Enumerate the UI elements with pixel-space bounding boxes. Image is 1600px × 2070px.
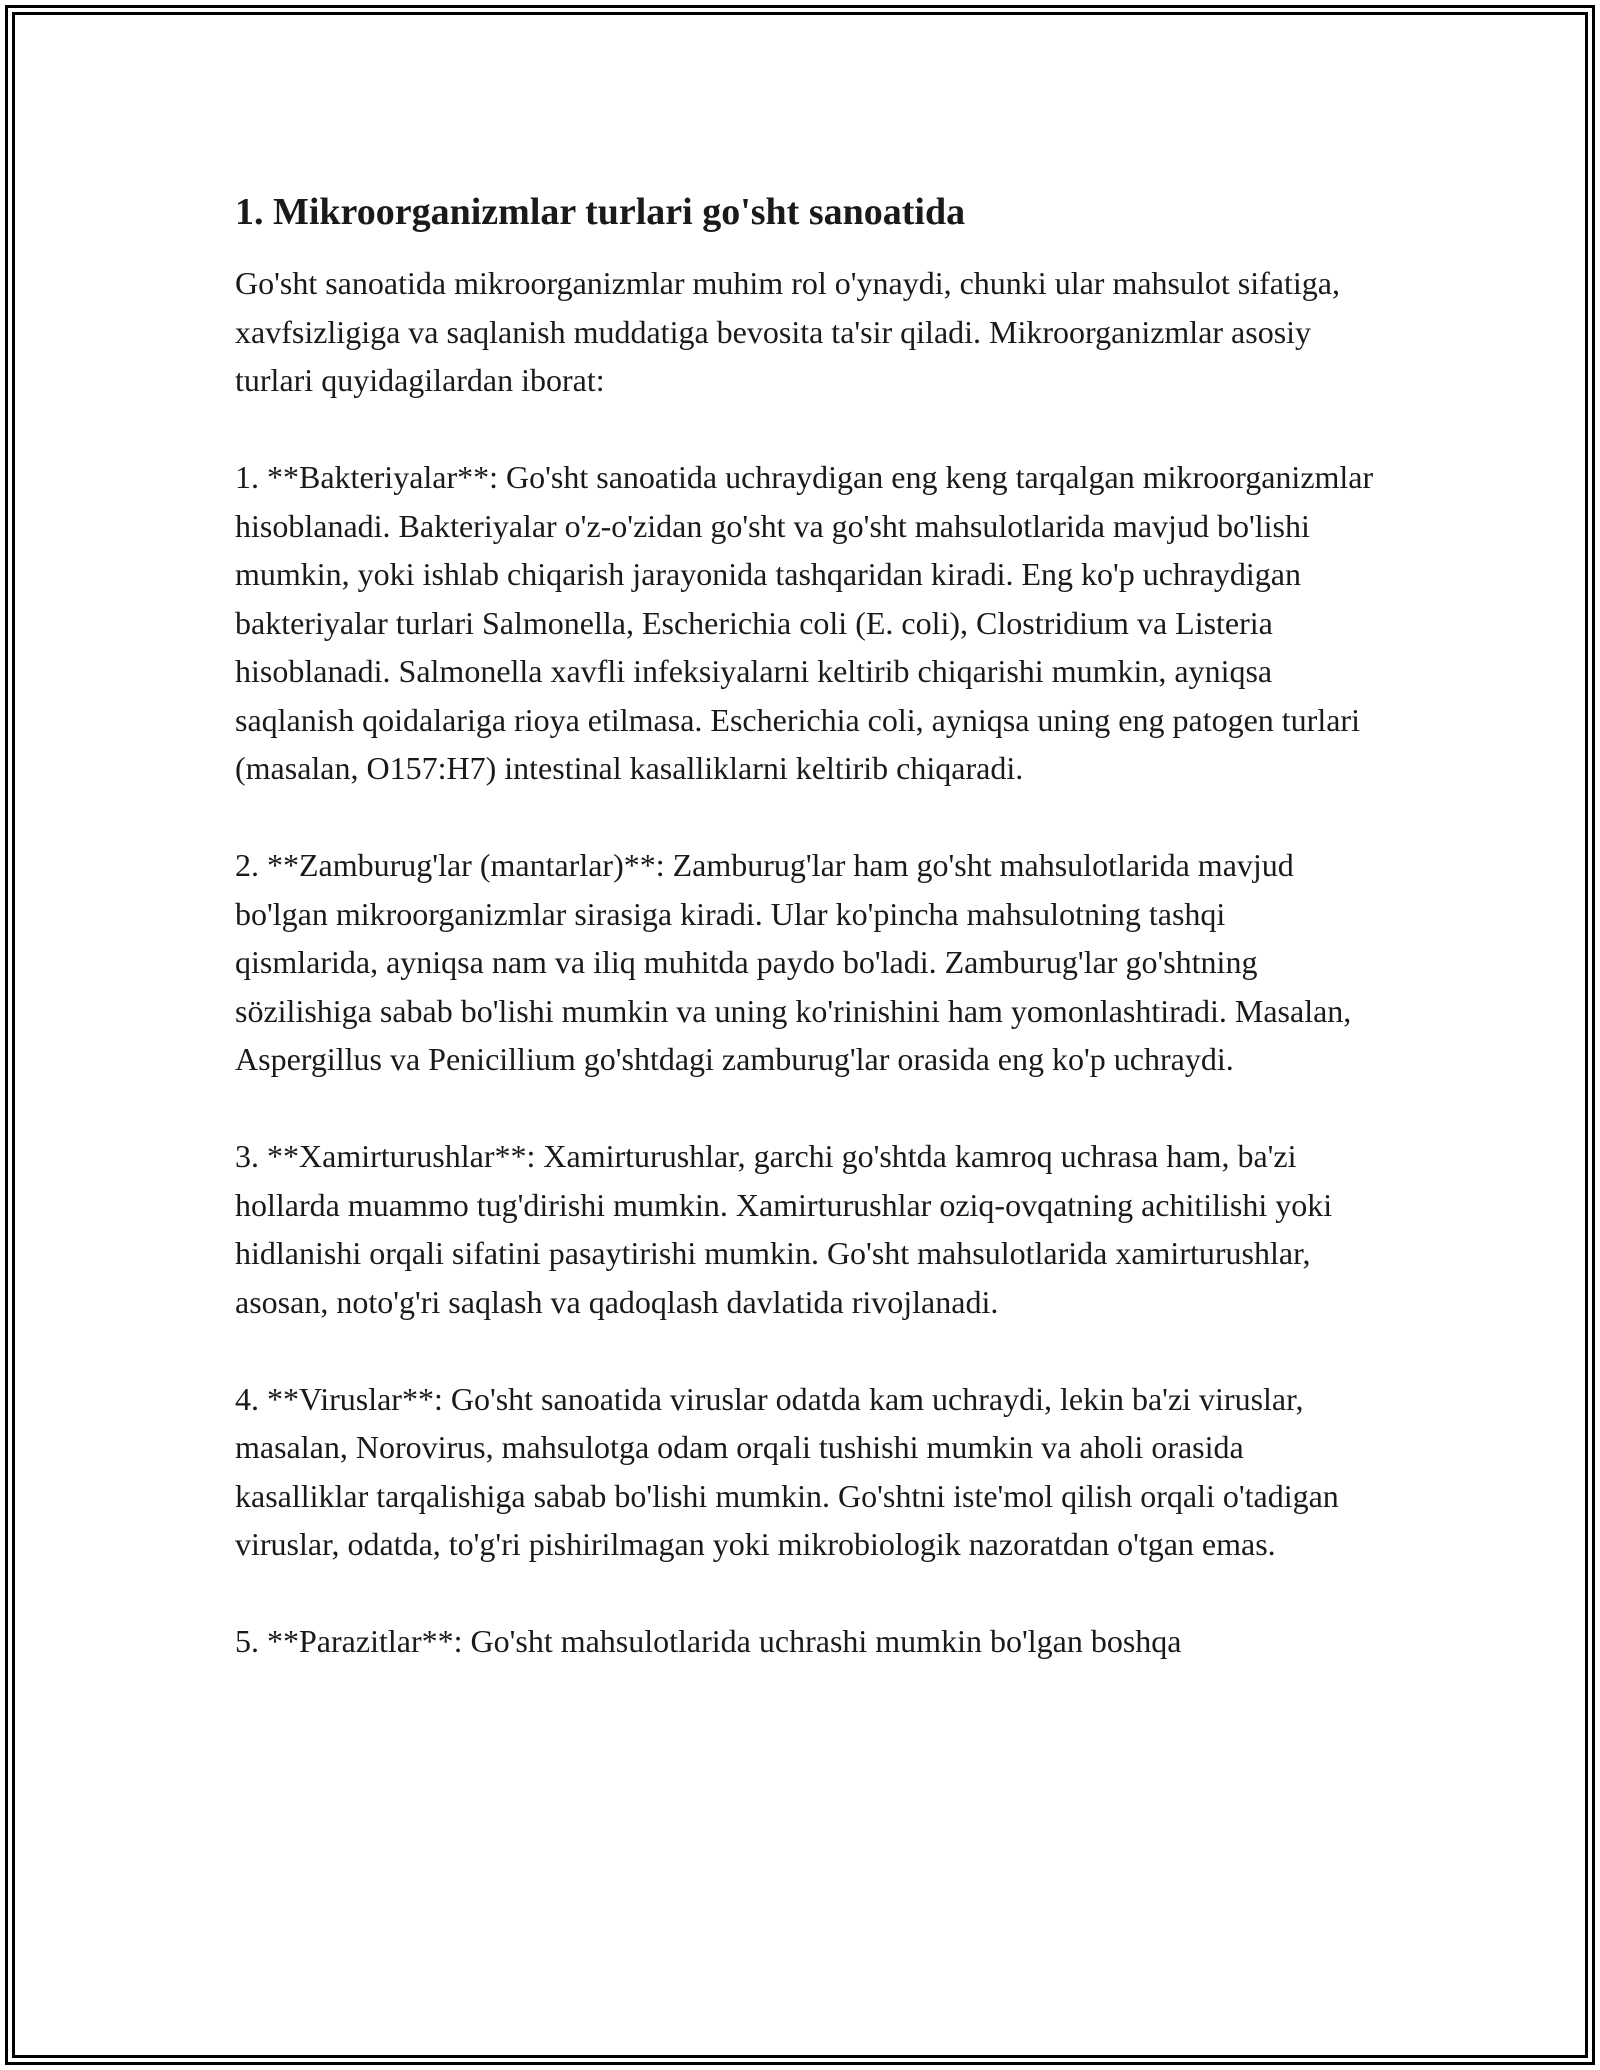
viruses-paragraph: 4. **Viruslar**: Go'sht sanoatida viruslar odatda kam uchraydi, lekin ba'zi viruslar, masalan, Norovirus, mahsulotga odam orqali tushishi mumkin va aholi orasida kasalliklar tarqalishiga sabab bo'lishi mumkin. Go'shtni iste'mol qilish orqali o'tadigan viruslar, odatda, to'g'ri pishirilmagan yoki mikrobiologik nazoratdan o'tgan emas.	[235, 1380, 1339, 1562]
yeast-paragraph: 3. **Xamirturushlar**: Xamirturushlar, garchi go'shtda kamroq uchrasa ham, ba'zi hollarda muammo tug'dirishi mumkin. Xamirturushlar oziq-ovqatning achitilishi yoki hidlanishi orqali sifatini pasaytirishi mumkin. Go'sht mahsulotlarida xamirturushlar, asosan, noto'g'ri saqlash va qadoqlash davlatida rivojlanadi.	[235, 1138, 1333, 1320]
document-body	[235, 185, 1375, 1666]
intro-paragraph: Go'sht sanoatida mikroorganizmlar muhim rol o'ynaydi, chunki ular mahsulot sifatiga, xavfsizligiga va saqlanish muddatiga bevosita ta'sir qiladi. Mikroorganizmlar asosiy turlari quyidagilardan iborat:	[235, 265, 1340, 398]
section-heading: 1. Mikroorganizmlar turlari go'sht sanoatida	[235, 191, 966, 233]
parasites-paragraph: 5. **Parazitlar**: Go'sht mahsulotlarida uchrashi mumkin bo'lgan boshqa	[235, 1623, 1182, 1659]
fungi-paragraph: 2. **Zamburug'lar (mantarlar)**: Zamburug'lar ham go'sht mahsulotlarida mavjud bo'lgan mikroorganizmlar sirasiga kiradi. Ular ko'pincha mahsulotning tashqi qismlarida, ayniqsa nam va iliq muhitda paydo bo'ladi. Zamburug'lar go'shtning sözilishiga sabab bo'lishi mumkin va uning ko'rinishini ham yomonlashtiradi. Masalan, Aspergillus va Penicillium go'shtdagi zamburug'lar orasida eng ko'p uchraydi.	[235, 847, 1352, 1077]
bacteria-paragraph: 1. **Bakteriyalar**: Go'sht sanoatida uchraydigan eng keng tarqalgan mikroorganizmlar hisoblanadi. Bakteriyalar o'z-o'zidan go'sht va go'sht mahsulotlarida mavjud bo'lishi mumkin, yoki ishlab chiqarish jarayonida tashqaridan kiradi. Eng ko'p uchraydigan bakteriyalar turlari Salmonella, Escherichia coli (E. coli), Clostridium va Listeria hisoblanadi. Salmonella xavfli infeksiyalarni keltirib chiqarishi mumkin, ayniqsa saqlanish qoidalariga rioya etilmasa. Escherichia coli, ayniqsa uning eng patogen turlari (masalan, O157:H7) intestinal kasalliklarni keltirib chiqaradi.	[235, 459, 1374, 786]
